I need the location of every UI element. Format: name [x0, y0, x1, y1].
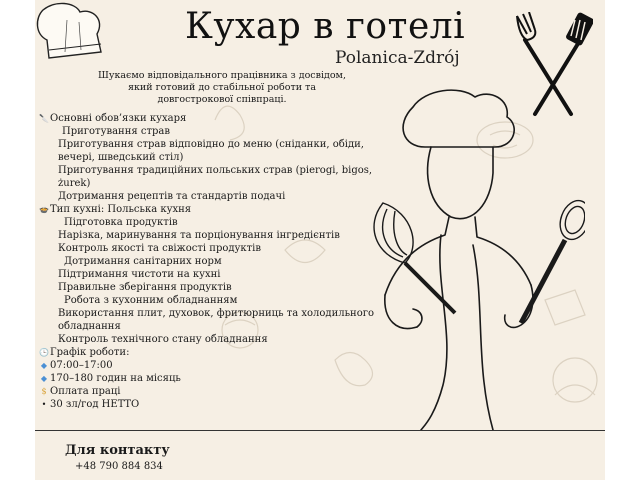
- pay-rate: • 30 зл/год НЕТТО: [38, 398, 258, 411]
- schedule-list: [38, 346, 258, 411]
- schedule-heading: 🕒Графік роботи:: [39, 347, 130, 358]
- diamond-icon: ◆: [40, 361, 48, 370]
- list-item: Дотримання санітарних норм: [64, 256, 222, 267]
- job-poster: [35, 0, 605, 480]
- list-item: Нарізка, маринування та порціонування інгредієнтів: [58, 230, 340, 241]
- duties-list: [38, 112, 378, 346]
- monthly-hours: ◆ 170–180 годин на місяць: [38, 372, 258, 385]
- list-item: Підготовка продуктів: [64, 217, 178, 228]
- clock-icon: 🕒: [39, 348, 49, 357]
- page-title: Кухар в готелі: [185, 6, 466, 47]
- divider: [35, 430, 605, 431]
- money-icon: $: [41, 387, 47, 396]
- list-item: Контроль якості та свіжості продуктів: [58, 243, 262, 254]
- list-item: Правильне зберігання продуктів: [58, 282, 232, 293]
- work-hours: ◆ 07:00–17:00: [38, 359, 258, 372]
- pay-heading: $ Оплата праці: [38, 385, 258, 398]
- city-subtitle: Polanica-Zdrój: [335, 48, 460, 68]
- list-item: Робота з кухонним обладнанням: [64, 295, 238, 306]
- chef-hat-icon: [35, 0, 110, 70]
- contact-phone[interactable]: +48 790 884 834: [75, 461, 163, 472]
- contact-title: Для контакту: [65, 443, 170, 458]
- list-item: Приготування традиційних польських страв (pierogi, bigos, żurek): [58, 165, 373, 189]
- list-item: Використання плит, духовок, фритюрниць та холодильного обладнання: [58, 308, 374, 332]
- knife-icon: 🔪: [39, 114, 49, 123]
- intro-text: Шукаємо відповідального працівника з досвідом, який готовий до стабільної роботи та довгострокової співпраці.: [98, 70, 346, 105]
- fork-spatula-icon: [513, 12, 593, 122]
- duties-heading: 🔪Основні обов’язки кухаря: [39, 113, 187, 124]
- cuisine-type: 🍲Тип кухні: Польська кухня: [39, 204, 192, 215]
- list-item: Приготування страв: [62, 126, 170, 137]
- diamond-icon: ◆: [40, 374, 48, 383]
- list-item: Дотримання рецептів та стандартів подачі: [58, 191, 286, 202]
- list-item: Підтримання чистоти на кухні: [58, 269, 221, 280]
- list-item: Контроль технічного стану обладнання: [58, 334, 268, 345]
- pot-icon: 🍲: [39, 205, 49, 214]
- bullet-icon: •: [41, 400, 47, 409]
- list-item: Приготування страв відповідно до меню (сніданки, обіди, вечері, шведський стіл): [58, 139, 364, 163]
